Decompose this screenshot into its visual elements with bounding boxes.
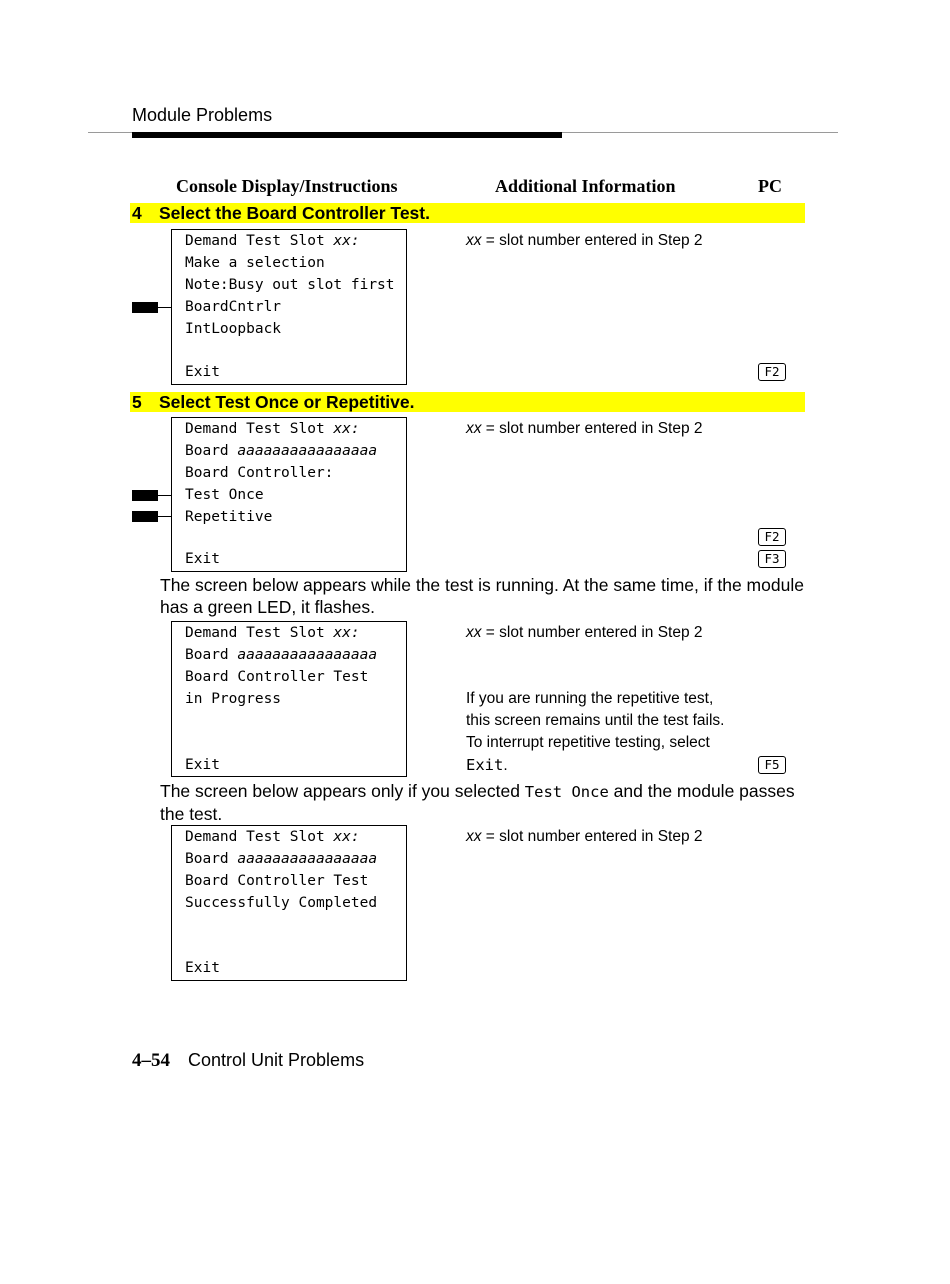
- menu-option-exit[interactable]: Exit: [185, 757, 220, 773]
- screen-line-3: Board Controller Test: [185, 669, 369, 685]
- running-paragraph: The screen below appears while the test is running. At the same time, if the module has a green LED, it flashes.: [160, 575, 804, 617]
- info-slot-note: xx = slot number entered in Step 2: [466, 420, 703, 437]
- screen-line-2: Make a selection: [185, 255, 325, 271]
- function-key-f2[interactable]: F2: [758, 363, 786, 381]
- console-screen-step-4: [171, 229, 407, 385]
- step-title: Select the Board Controller Test.: [159, 203, 430, 223]
- selection-marker-icon: [132, 302, 172, 313]
- screen-line-2: Board aaaaaaaaaaaaaaaa: [185, 443, 378, 459]
- menu-option-repetitive[interactable]: Repetitive: [185, 509, 273, 525]
- function-key-f3[interactable]: F3: [758, 550, 786, 568]
- menu-option-exit[interactable]: Exit: [185, 551, 220, 567]
- console-screen-completed: [171, 825, 407, 981]
- info-repetitive-note-2: this screen remains until the test fails.: [466, 712, 725, 729]
- screen-line-1: Demand Test Slot xx:: [185, 829, 360, 845]
- menu-option-boardcntrlr[interactable]: BoardCntrlr: [185, 299, 282, 315]
- step-number: 4: [132, 203, 142, 223]
- step-4-bar: [130, 203, 805, 223]
- column-heading-console: Console Display/Instructions: [176, 176, 398, 196]
- info-repetitive-note-1: If you are running the repetitive test,: [466, 690, 714, 707]
- screen-line-1: Demand Test Slot xx:: [185, 233, 360, 249]
- info-repetitive-note-4: Exit.: [466, 756, 508, 774]
- header-rule-thick: [132, 132, 562, 138]
- screen-line-1: Demand Test Slot xx:: [185, 625, 360, 641]
- info-repetitive-note-3: To interrupt repetitive testing, select: [466, 734, 710, 751]
- running-header: Module Problems: [132, 105, 273, 125]
- info-slot-note: xx = slot number entered in Step 2: [466, 828, 703, 845]
- column-heading-info: Additional Information: [495, 176, 676, 196]
- column-heading-pc: PC: [758, 176, 782, 196]
- info-slot-note: xx = slot number entered in Step 2: [466, 232, 703, 249]
- console-screen-step-5: [171, 417, 407, 572]
- menu-option-intloopback[interactable]: IntLoopback: [185, 321, 282, 337]
- function-key-f5[interactable]: F5: [758, 756, 786, 774]
- screen-line-2: Board aaaaaaaaaaaaaaaa: [185, 851, 378, 867]
- page-number: 4–54: [132, 1050, 170, 1071]
- chapter-title: Control Unit Problems: [188, 1050, 365, 1070]
- selection-marker-icon: [132, 490, 172, 501]
- selection-marker-icon: [132, 511, 172, 522]
- screen-line-3: Note:Busy out slot first: [185, 277, 395, 293]
- step-number: 5: [132, 392, 142, 412]
- screen-line-1: Demand Test Slot xx:: [185, 421, 360, 437]
- console-screen-in-progress: [171, 621, 407, 777]
- step-5-bar: [130, 392, 805, 412]
- step-title: Select Test Once or Repetitive.: [159, 392, 415, 412]
- screen-line-2: Board aaaaaaaaaaaaaaaa: [185, 647, 378, 663]
- screen-line-3: Board Controller:: [185, 465, 334, 481]
- screen-line-4: in Progress: [185, 691, 282, 707]
- info-slot-note: xx = slot number entered in Step 2: [466, 624, 703, 641]
- function-key-f2[interactable]: F2: [758, 528, 786, 546]
- screen-line-4: Successfully Completed: [185, 895, 378, 911]
- menu-option-exit[interactable]: Exit: [185, 364, 220, 380]
- screen-line-3: Board Controller Test: [185, 873, 369, 889]
- menu-option-test-once[interactable]: Test Once: [185, 487, 264, 503]
- passed-paragraph: The screen below appears only if you selected Test Once and the module passes the test.: [160, 781, 795, 824]
- menu-option-exit[interactable]: Exit: [185, 960, 220, 976]
